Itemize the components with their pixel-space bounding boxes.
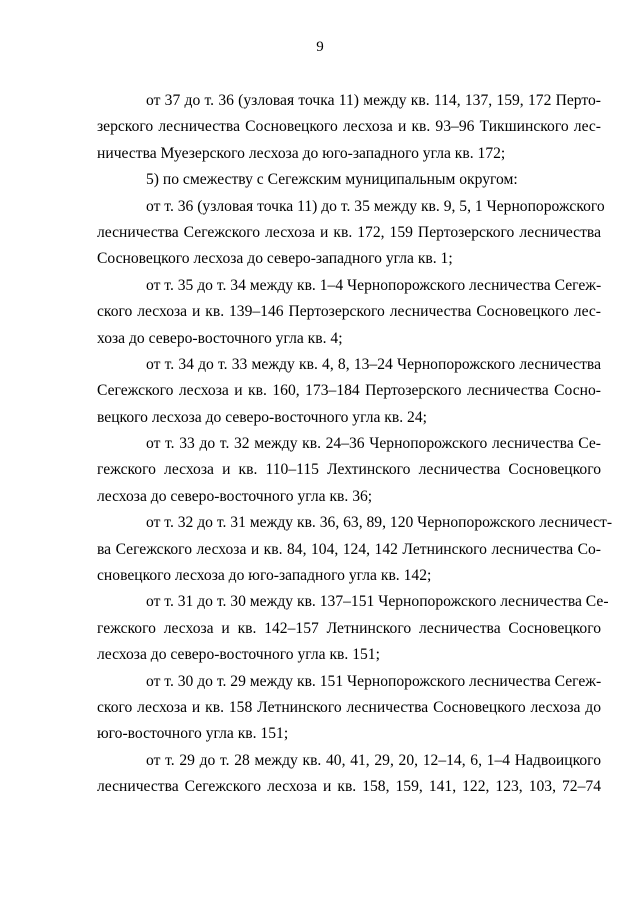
text-line: юго-восточного угла кв. 151; — [97, 725, 289, 743]
text-line: зерского лесничества Сосновецкого лесхоза и кв. 93–96 Тикшинского лес- — [97, 118, 601, 136]
text-line: от т. 35 до т. 34 между кв. 1–4 Чернопорожского лесничества Сегеж- — [146, 276, 602, 294]
text-line: от т. 36 (узловая точка 11) до т. 35 между кв. 9, 5, 1 Чернопорожского — [146, 197, 605, 215]
text-line: лесхоза до северо-восточного угла кв. 151; — [97, 646, 380, 664]
text-line: от т. 34 до т. 33 между кв. 4, 8, 13–24 Чернопорожского лесничества — [146, 355, 601, 373]
text-line: хоза до северо-восточного угла кв. 4; — [97, 329, 343, 347]
text-line: ского лесхоза и кв. 139–146 Пертозерского лесничества Сосновецкого лес- — [97, 303, 601, 321]
text-line: сновецкого лесхоза до юго-западного угла кв. 142; — [97, 567, 432, 585]
text-line: от т. 31 до т. 30 между кв. 137–151 Чернопорожского лесничества Се- — [146, 593, 609, 611]
text-line: от т. 30 до т. 29 между кв. 151 Чернопорожского лесничества Сегеж- — [146, 672, 602, 690]
text-line: вецкого лесхоза до северо-восточного угла кв. 24; — [97, 408, 427, 426]
text-line: 5) по смежеству с Сегежским муниципальным округом: — [146, 171, 518, 189]
text-line: гежского лесхоза и кв. 142–157 Летнинского лесничества Сосновецкого — [97, 619, 601, 637]
document-body — [97, 88, 613, 801]
text-line: от т. 29 до т. 28 между кв. 40, 41, 29, 20, 12–14, 6, 1–4 Надвоицкого — [146, 751, 601, 769]
text-line: от т. 33 до т. 32 между кв. 24–36 Чернопорожского лесничества Се- — [146, 435, 601, 453]
text-line: лесхоза до северо-восточного угла кв. 36; — [97, 487, 373, 505]
text-line: Сосновецкого лесхоза до северо-западного угла кв. 1; — [97, 250, 453, 268]
text-line: гежского лесхоза и кв. 110–115 Лехтинского лесничества Сосновецкого — [97, 461, 601, 479]
text-line: от т. 32 до т. 31 между кв. 36, 63, 89, 120 Чернопорожского лесничест- — [146, 514, 613, 532]
text-line: ничества Муезерского лесхоза до юго-западного угла кв. 172; — [97, 144, 506, 162]
text-line: ского лесхоза и кв. 158 Летнинского лесничества Сосновецкого лесхоза до — [97, 698, 601, 716]
text-line: от 37 до т. 36 (узловая точка 11) между кв. 114, 137, 159, 172 Перто- — [146, 92, 601, 109]
text-line: Сегежского лесхоза и кв. 160, 173–184 Пертозерского лесничества Сосно- — [97, 382, 601, 400]
text-line: лесничества Сегежского лесхоза и кв. 172, 159 Пертозерского лесничества — [97, 223, 601, 241]
text-line: ва Сегежского лесхоза и кв. 84, 104, 124, 142 Летнинского лесничества Со- — [97, 540, 601, 558]
text-line: лесничества Сегежского лесхоза и кв. 158, 159, 141, 122, 123, 103, 72–74 — [97, 778, 601, 796]
page-number: 9 — [316, 39, 324, 55]
